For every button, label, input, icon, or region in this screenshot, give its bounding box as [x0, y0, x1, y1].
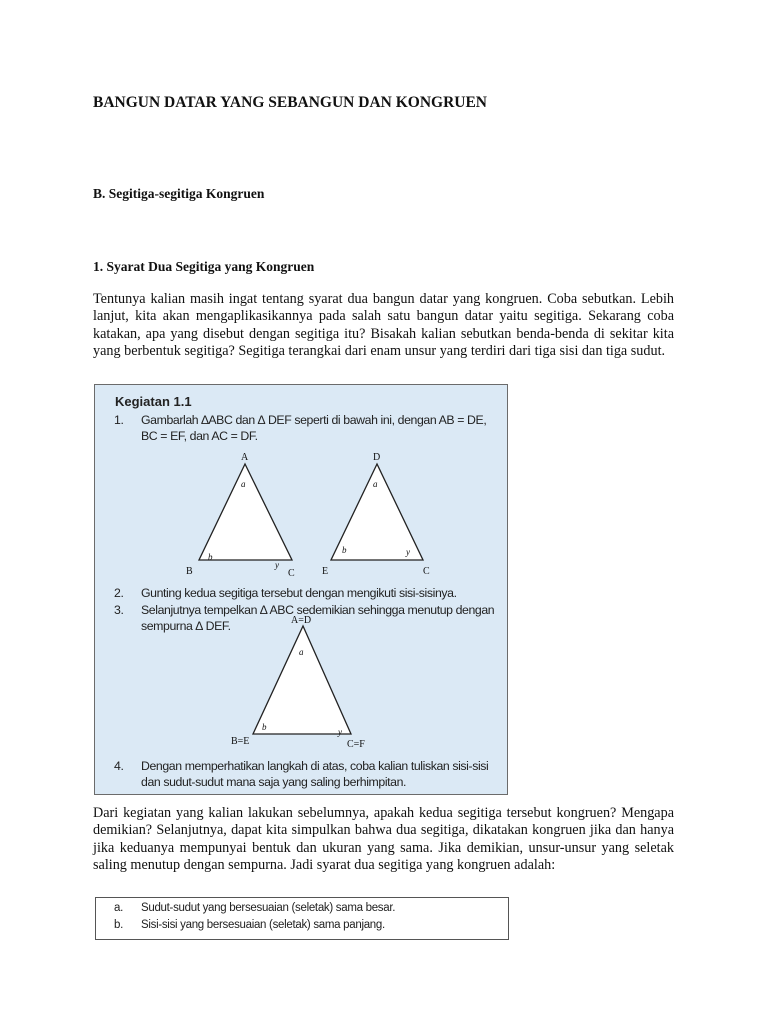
step-number: 3. [114, 603, 124, 617]
triangle-combined [231, 615, 365, 750]
condition-text: Sisi-sisi yang bersesuaian (seletak) sama panjang. [141, 919, 385, 931]
angle-label-a: a [299, 647, 304, 657]
vertex-label-b: B [186, 566, 193, 577]
angle-label-b: b [262, 722, 267, 732]
vertex-label-a: A [241, 452, 249, 463]
angle-label-a: a [241, 479, 246, 489]
activity-box [94, 384, 508, 795]
condition-label: a. [114, 902, 123, 914]
step-text: Gunting kedua segitiga tersebut dengan mengikuti sisi-sisinya. [141, 586, 457, 600]
angle-label-y: y [406, 547, 410, 557]
angle-label-b: b [208, 552, 213, 562]
intro-paragraph: Tentunya kalian masih ingat tentang syarat dua bangun datar yang kongruen. Coba sebutkan. Lebih lanjut, kita akan mengaplikasikannya pada salah satu bangun datar yaitu segitiga. Sekarang coba katakan, apa yang disebut dengan segitiga itu? Bisakah kalian sebutkan benda-benda di sekitar kita yang berbentuk segitiga? Segitiga terangkai dari enam unsur yang terdiri dari tiga sisi dan tiga sudut. [93, 291, 674, 359]
vertex-label-d: D [373, 452, 381, 463]
vertex-label-e: E [322, 566, 329, 577]
section-heading: B. Segitiga-segitiga Kongruen [93, 186, 265, 201]
condition-label: b. [114, 919, 123, 931]
step-number: 1. [114, 413, 124, 427]
activity-step-4 [114, 758, 504, 794]
step-number: 2. [114, 586, 124, 600]
congruence-conditions-box [95, 897, 509, 940]
conclusion-paragraph: Dari kegiatan yang kalian lakukan sebelumnya, apakah kedua segitiga tersebut kongruen? Mengapa demikian? Selanjutnya, dapat kita simpulkan bahwa dua segitiga, dikatakan kongruen jika dan hanya jika keduanya mempunyai bentuk dan ukuran yang sama. Jika demikian, unsur-unsur yang seletak saling menutup dengan sempurna. Jadi syarat dua segitiga yang kongruen adalah: [93, 805, 674, 873]
step-number: 4. [114, 759, 124, 773]
vertex-label-c-equals-f: C=F [347, 739, 365, 750]
triangle-def [322, 452, 430, 577]
step-text: Selanjutnya tempelkan ∆ ABC sedemikian sehingga menutup dengan sempurna ∆ DEF. [141, 603, 495, 633]
triangles-abc-def-figure [95, 447, 507, 587]
vertex-label-b-equals-e: B=E [231, 736, 250, 747]
angle-label-y: y [338, 727, 342, 737]
activity-step-2 [114, 585, 504, 601]
vertex-label-c2: C [423, 566, 430, 577]
step-text: Dengan memperhatikan langkah di atas, coba kalian tuliskan sisi-sisi dan sudut-sudut mana saja yang saling berhimpitan. [141, 759, 489, 789]
vertex-label-a-equals-d: A=D [291, 615, 312, 626]
document-title: BANGUN DATAR YANG SEBANGUN DAN KONGRUEN [93, 94, 487, 111]
combined-triangle-figure [95, 613, 507, 753]
angle-label-a: a [373, 479, 378, 489]
angle-label-b: b [342, 545, 347, 555]
step-text: Gambarlah ∆ABC dan ∆ DEF seperti di bawah ini, dengan AB = DE, BC = EF, dan AC = DF. [141, 413, 487, 443]
triangle-abc [186, 452, 295, 579]
condition-text: Sudut-sudut yang bersesuaian (seletak) sama besar. [141, 902, 396, 914]
activity-title: Kegiatan 1.1 [115, 394, 192, 409]
angle-label-y: y [275, 560, 279, 570]
activity-step-1 [114, 412, 504, 448]
subsection-heading: 1. Syarat Dua Segitiga yang Kongruen [93, 259, 315, 274]
vertex-label-c: C [288, 568, 295, 579]
